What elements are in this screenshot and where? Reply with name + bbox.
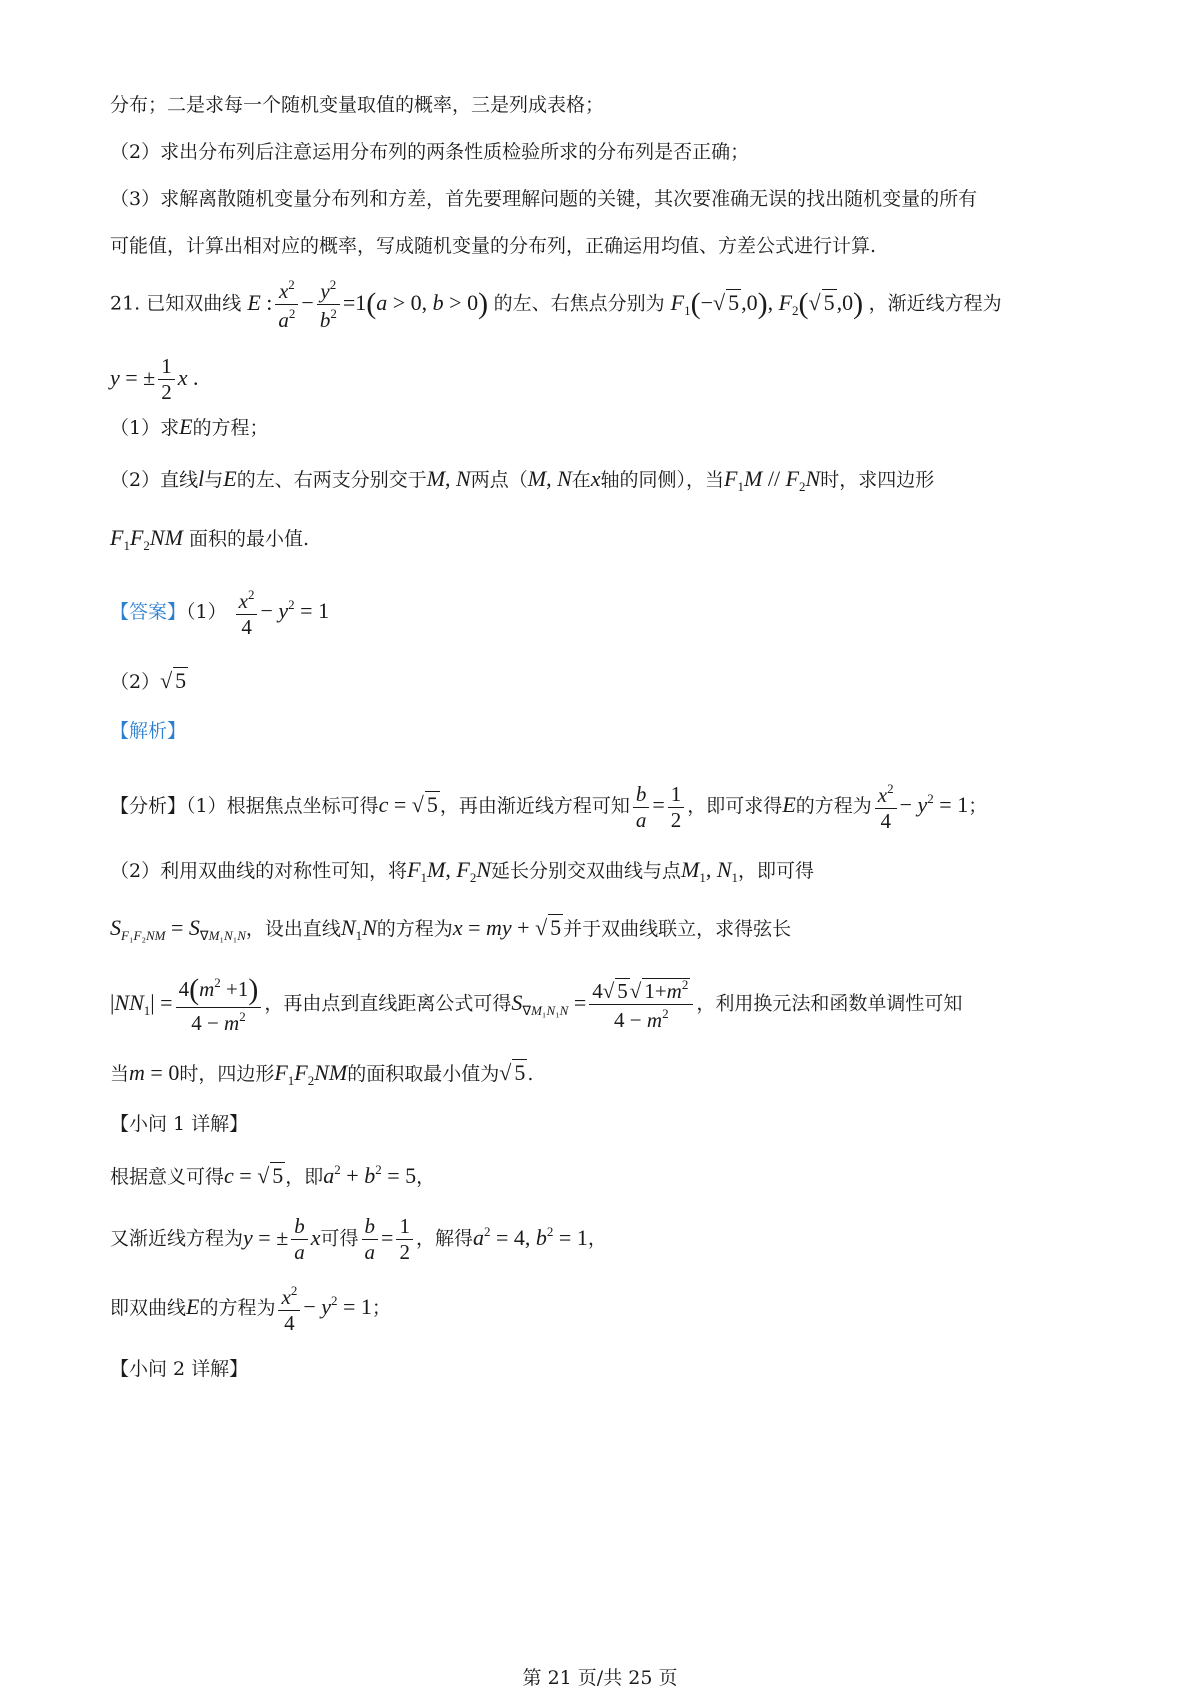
math-expression: $a^2 = 4$, $b^2 = 1$ — [472, 1223, 588, 1250]
problem-number: 21. 已知双曲线 — [110, 292, 242, 315]
answer-label: 【答案】 — [110, 601, 187, 624]
question-text: 在 — [571, 469, 591, 491]
math-expression: E : $\frac{x^2}{a^2}$ − $\frac{y^2}{b^2}$ =1(a > 0, b > 0) — [247, 277, 489, 332]
math-expression: M, N — [527, 466, 572, 491]
analysis-text: 延长分别交双曲线与点 — [491, 860, 682, 882]
analysis-line — [110, 975, 962, 1034]
math-expression: $\frac{x^2}{4}$ − $y^2 = 1$ — [275, 1294, 371, 1319]
answer-part: （1） — [186, 601, 227, 624]
math-expression: $M_1$, $N_1$ — [681, 857, 739, 885]
math-expression: $S_{\nabla M_1N_1N}$ = $\frac{4√ 5√ 1+m^2}{4 - m^2}$ — [511, 990, 696, 1015]
math-line — [110, 356, 199, 403]
analysis-line — [110, 859, 814, 884]
question-1 — [110, 416, 269, 438]
detail-text: ， — [416, 1166, 436, 1188]
answer-line — [110, 588, 329, 638]
math-expression: c = √ 5 — [224, 1163, 284, 1188]
answer-line — [110, 670, 188, 692]
analysis-text: 的方程为 — [376, 918, 453, 940]
math-expression: $F_1F_2NM$ — [274, 1060, 348, 1088]
math-expression: $F_1F_2NM$ — [110, 525, 183, 553]
problem-statement — [110, 278, 1002, 331]
question-text: 轴的同侧），当 — [600, 469, 725, 491]
analysis-label: 【解析】 — [110, 720, 187, 742]
math-expression: m = 0 — [129, 1060, 180, 1085]
math-expression: l — [198, 466, 205, 491]
analysis-text: ，设出直线 — [245, 918, 341, 940]
detail-text: 的方程为 — [199, 1297, 276, 1320]
page-footer: 第 21 页/共 25 页 — [522, 1667, 678, 1689]
detail-text: 可得 — [320, 1227, 359, 1250]
analysis-text: ，即可得 — [738, 860, 815, 882]
detail-text: 又渐近线方程为 — [110, 1227, 244, 1250]
detail-heading: 【小问 1 详解】 — [110, 1113, 249, 1135]
detail-line — [110, 1216, 607, 1263]
analysis-line — [110, 1062, 533, 1087]
analysis-text: 并于双曲线联立，求得弦长 — [563, 918, 792, 940]
analysis-line: 【分析】（1）根据焦点坐标可得c = √ 5 ，再由渐近线方程可知 $\frac{b}{a}$ = $\frac{1}{2}$ ，即可求得E的方程为 $\frac{x^2}{4}$ − $y^2 = 1$； — [110, 781, 988, 833]
question-text: 时，求四边形 — [820, 469, 935, 491]
math-expression: x — [590, 466, 601, 491]
detail-line — [110, 1163, 435, 1187]
math-expression: E — [223, 466, 237, 491]
question-text: （2）直线 — [110, 469, 199, 491]
detail-text: ，即 — [285, 1166, 324, 1188]
analysis-text: ，利用换元法和函数单调性可知 — [696, 992, 963, 1015]
text-line: （2）求出分布列后注意运用分布列的两条性质检验所求的分布列是否正确； — [110, 141, 750, 163]
question-text: 的方程； — [192, 417, 269, 439]
detail-text: ， — [587, 1227, 607, 1250]
math-expression: $\frac{b}{a}$ = $\frac{1}{2}$ — [359, 1225, 416, 1250]
analysis-label: 【分析】 — [110, 795, 187, 818]
analysis-text: ，再由点到直线距离公式可得 — [264, 992, 512, 1015]
math-expression: $a^2 + b^2 = 5$ — [323, 1162, 417, 1188]
math-expression: x = my + √ 5 — [452, 915, 562, 940]
math-expression: √ 5 — [160, 668, 187, 693]
math-expression: √ 5 — [499, 1060, 526, 1085]
math-expression: y = ± $\frac{b}{a}$ x — [243, 1214, 321, 1264]
math-expression: $F_1(-√$ 5,0), $F_2(√$ 5,0) — [670, 286, 864, 320]
math-expression: E — [186, 1294, 200, 1320]
analysis-line — [110, 917, 791, 942]
detail-line — [110, 1284, 391, 1334]
analysis-text: 时，四边形 — [179, 1063, 275, 1085]
math-expression: $\frac{x^2}{4}$ − $y^2 = 1$ — [233, 598, 329, 623]
text-line: 可能值，计算出相对应的概率，写成随机变量的分布列，正确运用均值、方差公式进行计算. — [110, 235, 877, 257]
math-expression: M, N — [426, 466, 471, 491]
math-expression: $F_1M // F_2N$ — [724, 466, 821, 494]
detail-text: 即双曲线 — [110, 1297, 187, 1320]
analysis-text: 的方程为 — [795, 795, 872, 818]
math-expression: E — [179, 414, 193, 439]
analysis-text: （2）利用双曲线的对称性可知，将 — [110, 860, 408, 882]
detail-text: 根据意义可得 — [110, 1166, 225, 1188]
analysis-text: 的面积取最小值为 — [347, 1063, 500, 1085]
math-expression: y = ± $\frac{1}{2}$ x . — [110, 354, 199, 404]
analysis-text: ，即可求得 — [687, 795, 783, 818]
analysis-text: . — [527, 1063, 534, 1085]
detail-text: ，解得 — [415, 1227, 473, 1250]
answer-part: （2） — [110, 671, 161, 693]
text-line: 分布；二是求每一个随机变量取值的概率，三是列成表格； — [110, 94, 605, 116]
math-expression: $\frac{x^2}{4}$ − $y^2 = 1$ — [872, 792, 968, 817]
analysis-text: ，再由渐近线方程可知 — [439, 795, 630, 818]
math-expression: E — [782, 792, 796, 818]
question-2-cont — [110, 527, 309, 552]
math-expression: $|NN_1|$ = $\frac{4(m^2 +1)}{4 - m^2}$ — [110, 990, 264, 1015]
question-text: 与 — [204, 469, 224, 491]
math-expression: $\frac{b}{a}$ = $\frac{1}{2}$ — [630, 792, 687, 817]
detail-heading: 【小问 2 详解】 — [110, 1358, 249, 1380]
question-text: 的左、右两支分别交于 — [236, 469, 427, 491]
question-text: 两点（ — [470, 469, 528, 491]
math-expression: $N_1N$ — [340, 915, 377, 943]
math-expression: c = √ 5 — [378, 792, 438, 818]
analysis-text: （1）根据焦点坐标可得 — [186, 795, 379, 818]
problem-text: 的左、右焦点分别为 — [493, 292, 665, 315]
problem-text: ，渐近线方程为 — [868, 292, 1002, 315]
math-expression: $F_1M$, $F_2N$ — [407, 857, 492, 885]
detail-text: ； — [371, 1297, 391, 1320]
question-text: 面积的最小值. — [188, 528, 309, 550]
math-expression: $S_{F_1F_2NM} = S_{\nabla M_1N_1N}$ — [110, 915, 246, 943]
analysis-heading — [110, 722, 186, 741]
analysis-text: 当 — [110, 1063, 130, 1085]
question-2 — [110, 468, 934, 493]
text-line: （3）求解离散随机变量分布列和方差，首先要理解问题的关键，其次要准确无误的找出随机变量的所有 — [110, 188, 978, 210]
question-text: （1）求 — [110, 417, 180, 439]
